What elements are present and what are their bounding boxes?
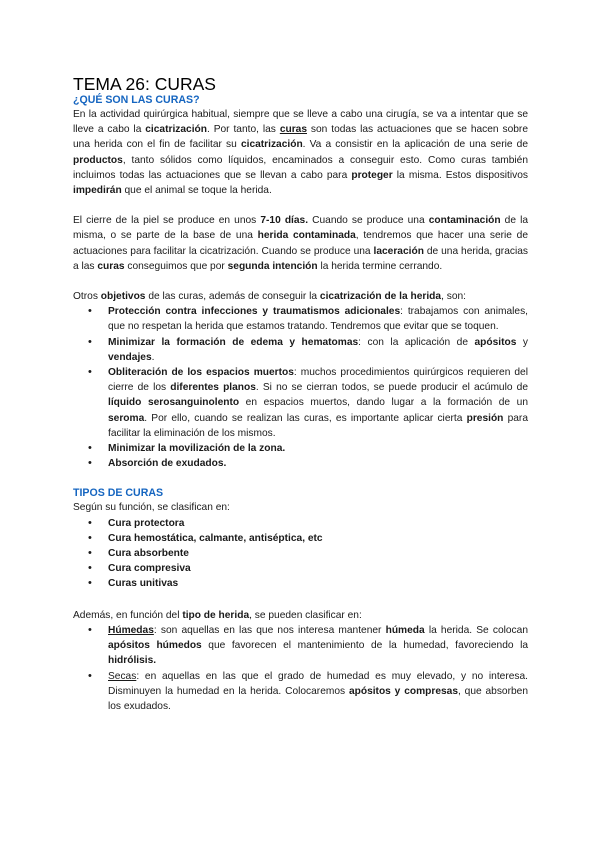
tipos-list [73,516,528,592]
paragraph-objetivos-intro: Otros objetivos de las curas, además de conseguir la cicatrización de la herida, son: [73,291,466,303]
list-item: • Cura hemostática, calmante, antiséptica, etc [73,531,528,546]
list-item: • Húmedas: son aquellas en las que nos interesa mantener húmeda la herida. Se colocan apósitos húmedos que favorecen el mantenimiento de la humedad, favoreciendo la hidrólisis. [73,623,528,669]
list-item: • Absorción de exudados. [73,456,528,471]
list-item: • Minimizar la formación de edema y hematomas: con la aplicación de apósitos y vendajes. [73,335,528,365]
paragraph-cierre-piel: El cierre de la piel se produce en unos 7-10 días. Cuando se produce una contaminación de la misma, o se parte de la base de una herida contaminada, tendremos que hacer una serie de actuaciones para facilitar la cicatrización. Cuando se produce una laceración de una herida, gracias a las curas conseguimos que por segunda intención la herida termine cerrando. [73,215,529,272]
list-item: • Cura compresiva [73,561,528,576]
paragraph-tipo-herida-intro: Además, en función del tipo de herida, se pueden clasificar en: [73,609,362,621]
list-item: • Obliteración de los espacios muertos: muchos procedimientos quirúrgicos requieren del cierre de los diferentes planos. Si no se cierran todos, se puede producir el acúmulo de líquido serosanguinolento en espacios muertos, dando lugar a la formación de un seroma. Por ello, cuando se realizan las curas, es importante aplicar cierta presión para facilitar la eliminación de los mismos. [73,365,528,441]
page-title: TEMA 26: CURAS [73,74,216,94]
list-item: • Minimizar la movilización de la zona. [73,441,528,456]
list-item: • Cura protectora [73,516,528,531]
paragraph-tipos-intro: Según su función, se clasifican en: [73,502,230,514]
document-page [73,74,528,714]
list-item: • Curas unitivas [73,576,528,591]
paragraph-definicion: En la actividad quirúrgica habitual, siempre que se lleve a cabo una cirugía, se va a intentar que se lleve a cabo la cicatrización. Por tanto, las curas son todas las actuaciones que se hacen sobre una herida con el fin de facilitar su cicatrización. Va a consistir en la aplicación de una serie de productos, tanto sólidos como líquidos, encaminados a conseguir esto. Como curas también incluimos todas las actuaciones que se llevan a cabo para proteger la misma. Estos dispositivos impedirán que el animal se toque la herida. [73,109,528,197]
list-item: • Secas: en aquellas en las que el grado de humedad es muy elevado, y no interesa. Disminuyen la humedad en la herida. Colocaremos apósitos y compresas, que absorben los exudados. [73,669,528,715]
heridas-list [73,623,528,714]
list-item: • Cura absorbente [73,546,528,561]
objetivos-list [73,304,528,471]
section-heading-que-son: ¿QUÉ SON LAS CURAS? [73,94,200,106]
section-heading-tipos: TIPOS DE CURAS [73,487,164,500]
list-item: • Protección contra infecciones y traumatismos adicionales: trabajamos con animales, que no respetan la herida que estamos tratando. Tendremos que evitar que se toquen. [73,304,528,334]
